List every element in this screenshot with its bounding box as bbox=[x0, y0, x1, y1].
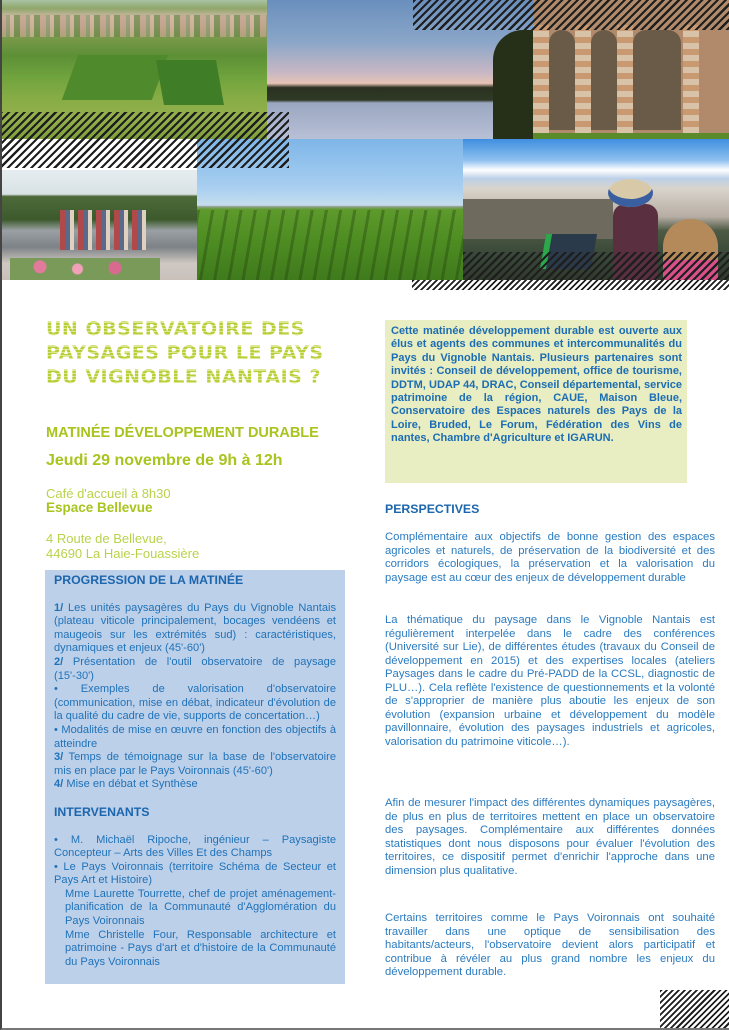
pillar bbox=[575, 25, 591, 135]
visitor-group bbox=[60, 210, 150, 250]
stone-bridge bbox=[463, 199, 613, 239]
village-area bbox=[0, 15, 267, 37]
hat bbox=[608, 179, 653, 207]
photo-visitors-bridge bbox=[0, 170, 197, 280]
event-date: Jeudi 29 novembre de 9h à 12h bbox=[46, 452, 283, 469]
hatch-decoration bbox=[660, 990, 729, 1030]
pillar bbox=[533, 25, 549, 135]
pillar bbox=[617, 25, 633, 135]
hatch-decoration bbox=[0, 112, 289, 168]
perspectives-heading: PERSPECTIVES bbox=[385, 502, 480, 516]
program-item: 1/ Les unités paysagères du Pays du Vignoble Nantais (plateau viticole principalement, bocages vendéens et maugeois sur les extrémités sud) : caractéristiques, dynamiques et enjeux (45'-60') bbox=[54, 601, 336, 655]
cafe-time: Café d'accueil à 8h30 bbox=[46, 486, 171, 501]
program-box bbox=[45, 570, 345, 984]
perspectives-paragraph: La thématique du paysage dans le Vignoble Nantais est régulièrement interpelée dans le cadre des conférences (Université sur Lie), de différentes études (travaux du Conseil de développement en 2015) et des expertises locales (ateliers Paysages dans le cadre du Pré-PADD de la CCSL, diagnostic de PLU…). Cela reflète l'existence de questionnements et la volonté de s'approprier de manière plus aboutie les enjeux de son évolution (expansion urbaine et développement du modèle pavillonnaire, évolution des paysages industriels et agricoles, valorisation du patrimoine viticole…). bbox=[385, 614, 715, 748]
program-item: 3/ Temps de témoignage sur la base de l'observatoire mis en place par le Pays Voironnais (45'-60') bbox=[54, 751, 336, 777]
speaker-item: Mme Christelle Four, Responsable architecture et patrimoine - Pays d'art et d'histoire de la Communauté du Pays Voironnais bbox=[65, 928, 336, 968]
hatch-decoration bbox=[412, 280, 729, 290]
arch bbox=[633, 30, 681, 130]
title-line: UN OBSERVATOIRE DES bbox=[46, 318, 305, 340]
program-item: • Modalités de mise en œuvre en fonction des objectifs à atteindre bbox=[54, 723, 336, 750]
invitation-box: Cette matinée développement durable est ouverte aux élus et agents des communes et intercommunalités du Pays du Vignoble Nantais. Plusieurs partenaires sont invités : Conseil de développement, office de tourisme, DDTM, UDAP 44, DRAC, Conseil départemental, service patrimoine de la région, CAUE, Maison Bleue, Conservatoire des Espaces naturels des Pays de la Loire, Bruded, Le Forum, Fédération des Vins de nantes, Chambre d'Agriculture et IGARUN. bbox=[385, 320, 687, 483]
program-item: • Exemples de valorisation d'observatoire (communication, mise en débat, indicateur d'évolution de la qualité du cadre de vie, supports de concertation…) bbox=[54, 683, 336, 723]
title-line: PAYSAGES POUR LE PAYS bbox=[46, 342, 324, 364]
speaker-item: • M. Michaël Ripoche, ingénieur – Paysagiste Concepteur – Arts des Villes Et des Champs bbox=[54, 833, 336, 860]
vineyard-field bbox=[62, 55, 168, 100]
progression-heading: PROGRESSION DE LA MATINÉE bbox=[54, 573, 244, 587]
vineyard-field bbox=[156, 60, 224, 105]
venue-address bbox=[46, 531, 199, 561]
arch bbox=[549, 30, 575, 130]
program-item: 4/ Mise en débat et Synthèse bbox=[54, 778, 198, 791]
arch bbox=[591, 30, 617, 130]
perspectives-paragraph: Complémentaire aux objectifs de bonne gestion des espaces agricoles et naturels, de préservation de la biodiversité et des corridors écologiques, la préservation et la valorisation du paysage est au cœur des enjeux de développement durable bbox=[385, 531, 715, 584]
speaker-item: Mme Laurette Tourrette, chef de projet aménagement-planification de la Communauté d'Agglomération du Pays Voironnais bbox=[65, 887, 336, 928]
tree-silhouette bbox=[493, 30, 533, 139]
venue-name: Espace Bellevue bbox=[46, 500, 153, 515]
speaker-item: • Le Pays Voironnais (territoire Schéma de Secteur et Pays Art et Histoire) bbox=[54, 860, 336, 887]
pillar bbox=[683, 25, 699, 135]
hatch-decoration bbox=[413, 0, 729, 30]
intervenants-heading: INTERVENANTS bbox=[54, 804, 150, 819]
hatch-decoration bbox=[463, 252, 729, 280]
address-line: 44690 La Haie-Fouassière bbox=[46, 546, 200, 561]
flower-bed bbox=[10, 258, 160, 280]
title-line: DU VIGNOBLE NANTAIS ? bbox=[46, 366, 322, 388]
perspectives-paragraph: Certains territoires comme le Pays Voironnais ont souhaité travailler dans une optique de sensibilisation des habitants/acteurs, l'observatoire devient alors participatif et contribue à révéler au plus grand nombre les enjeux du développement durable. bbox=[385, 912, 715, 978]
program-item: 2/ Présentation de l'outil observatoire de paysage (15'-30') bbox=[54, 655, 336, 682]
event-subtitle: MATINÉE DÉVELOPPEMENT DURABLE bbox=[46, 425, 319, 441]
perspectives-paragraph: Afin de mesurer l'impact des différentes dynamiques paysagères, de plus en plus de territoires mettent en place un observatoire des paysages. Complémentaire aux différentes données statistiques dont nous disposons pour évaluer l'évolution des territoires, ce dispositif permet d'enrichir l'approche dans une dimension plus qualitative. bbox=[385, 797, 715, 877]
page-title bbox=[46, 317, 366, 389]
vine-rows bbox=[197, 210, 463, 280]
address-line: 4 Route de Bellevue, bbox=[46, 531, 167, 546]
